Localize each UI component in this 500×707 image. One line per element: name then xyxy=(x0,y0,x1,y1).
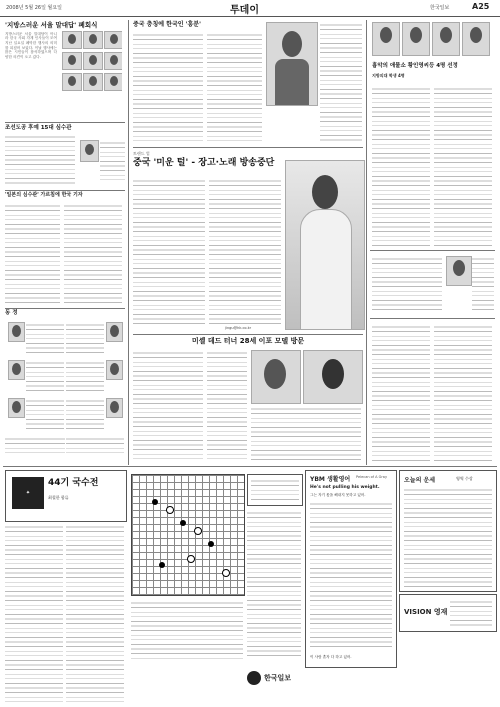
person-section xyxy=(5,311,18,317)
article-text-lines xyxy=(5,524,63,704)
article-text: 지방스러운 서울 말대답이 아니라 한국 사회 각계 인사들이 모여 지난 일요일 폐막한 행사의 의미를 되짚어 보았다. 이날 행사에는 많은 시민들이 참석하였으며 다양한 의견이 오고 갔다. xyxy=(5,31,57,59)
article-text-lines xyxy=(320,22,362,142)
article-text-lines xyxy=(66,524,124,704)
ybm-title: YBM 생활영어 xyxy=(310,476,351,483)
center-article-3 xyxy=(133,338,363,345)
footer-logo xyxy=(247,666,301,690)
portrait-photo xyxy=(62,52,82,70)
portrait-photo xyxy=(104,52,122,70)
center-headline-2: 중국 '미운 털' - 장고·노래 방송중단 xyxy=(133,158,275,168)
ybm-text-lines xyxy=(310,501,392,651)
article-text-lines xyxy=(207,350,247,462)
portrait-photo xyxy=(432,22,460,56)
page-header xyxy=(0,0,500,17)
column-rule xyxy=(366,20,367,465)
divider xyxy=(133,334,363,335)
ybm-headline: He's not pulling his weight. xyxy=(310,485,380,490)
center-headline-3: 미셸 데드 터너 28세 이포 모델 방문 xyxy=(191,337,305,345)
portrait-photo xyxy=(104,31,122,49)
kicker: 트랜드 업 xyxy=(133,151,150,156)
portrait-photo xyxy=(62,73,82,91)
article-photo xyxy=(303,350,363,404)
divider xyxy=(133,147,363,148)
logo-text: 한국일보 xyxy=(264,674,292,682)
ybm-footnote: 이 사람 혼자 다 하고 있어. xyxy=(310,655,352,659)
left-headline-1: '지방스러운 서울 말대답' 폐회식 xyxy=(5,21,98,29)
fortune-box xyxy=(399,470,497,592)
person-section-title: 동 정 xyxy=(5,310,18,316)
baduk-box xyxy=(5,470,127,522)
article-photo xyxy=(251,350,301,404)
logo-icon xyxy=(247,671,261,685)
portrait-photo xyxy=(8,360,25,380)
fortune-title: 오늘의 운세 xyxy=(404,477,436,484)
article-text-lines xyxy=(5,134,75,184)
article-text-lines xyxy=(434,324,492,464)
article-text-lines xyxy=(5,203,60,303)
article-text-lines xyxy=(209,178,281,326)
article-text-lines xyxy=(133,178,205,326)
go-board xyxy=(131,474,245,596)
portrait-photo xyxy=(83,73,103,91)
portrait-photo xyxy=(104,73,122,91)
article-text-lines xyxy=(207,32,262,142)
section-divider xyxy=(3,466,497,467)
ybm-subtitle: Pelecan of A Gray xyxy=(356,475,388,479)
portrait-photo xyxy=(462,22,490,56)
portrait-photo xyxy=(8,322,25,342)
article-text-lines xyxy=(131,600,243,660)
portrait-photo xyxy=(402,22,430,56)
article-text-lines xyxy=(133,350,203,462)
right-headline-1: 흉악의 애물소 황인영씨등 4명 선정 xyxy=(372,63,458,69)
divider xyxy=(5,308,125,309)
portrait-photo xyxy=(8,398,25,418)
center-article-1 xyxy=(133,22,253,28)
ybm-english-box xyxy=(305,470,397,668)
baduk-sub: 최철한 합류 xyxy=(48,495,69,500)
side-note xyxy=(100,140,125,180)
fortune-sub: 영역 수상 xyxy=(456,476,473,481)
portrait-photo xyxy=(446,256,472,286)
article-text-lines xyxy=(64,203,122,303)
vision-ad xyxy=(399,594,497,632)
divider xyxy=(5,122,125,123)
column-rule xyxy=(128,20,129,465)
baduk-logo: ✦ xyxy=(12,477,44,509)
vision-label: VISION 영재 xyxy=(404,608,448,616)
article-text-lines xyxy=(247,510,301,660)
article-text-lines xyxy=(372,256,442,312)
ybm-headline-ko: 그는 자기 몫을 해내지 못하고 있어. xyxy=(310,493,366,497)
ad-box xyxy=(247,474,303,506)
right-subhead: 지방의대 학생 4명 xyxy=(372,72,405,78)
article-text-lines xyxy=(372,324,430,464)
divider xyxy=(370,250,495,251)
left-headline-2: 조선도공 후예 15대 심수관 xyxy=(5,125,72,131)
fortune-text-lines xyxy=(404,487,492,587)
article-text-lines xyxy=(372,86,430,246)
divider xyxy=(5,190,125,191)
portrait-photo xyxy=(83,31,103,49)
article-text-lines xyxy=(251,406,361,462)
page-number: A25 xyxy=(472,2,490,11)
left-headline-3: '일본의 심수관' 가르침에 한국 기자 xyxy=(5,192,83,198)
portrait-photo xyxy=(372,22,400,56)
portrait-photo xyxy=(80,140,99,162)
divider xyxy=(370,318,495,319)
section-title: 투데이 xyxy=(230,5,259,16)
portrait-photo xyxy=(62,31,82,49)
newspaper-name: 한국일보 xyxy=(430,5,450,11)
main-story-photo xyxy=(285,160,365,330)
right-article-1 xyxy=(372,64,494,79)
portrait-photo xyxy=(106,322,123,342)
center-headline-1: 중국 충칭에 한국인 '흥분' xyxy=(133,21,201,28)
byline: jingu@hk.co.kr xyxy=(225,326,252,330)
article-text-lines xyxy=(133,32,203,142)
portrait-photo xyxy=(106,398,123,418)
portrait-photo xyxy=(106,360,123,380)
article-photo xyxy=(266,22,318,106)
article-text-lines xyxy=(434,86,492,246)
portrait-grid xyxy=(62,31,122,107)
portrait-photo xyxy=(83,52,103,70)
issue-date: 2008년 5월 26일 월요일 xyxy=(6,5,63,11)
left-article-3 xyxy=(5,193,125,200)
baduk-title: 44기 국수전 xyxy=(48,478,99,488)
